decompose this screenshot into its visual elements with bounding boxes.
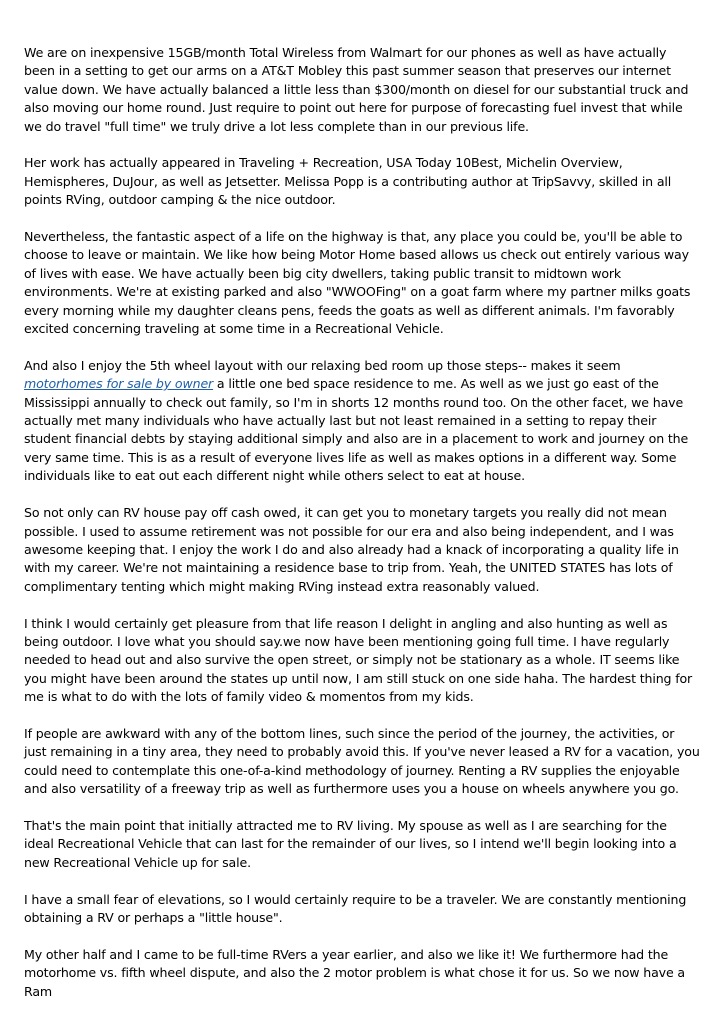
paragraph-7: If people are awkward with any of the bottom lines, such since the period of the journey, the activities, or just remaining in a tiny area, they need to probably avoid this. If you've never leased a RV for a vacation, you could need to contemplate this one-of-a-kind methodology of journey. Renting a RV supplies the enjoyable and also versatility of a freeway trip as well as furthermore uses you a house on wheels anywhere you go. (24, 725, 700, 797)
paragraph-4-before-link: And also I enjoy the 5th wheel layout with our relaxing bed room up those steps-- makes it seem (24, 357, 621, 373)
paragraph-8: That's the main point that initially attracted me to RV living. My spouse as well as I are searching for the ideal Recreational Vehicle that can last for the remainder of our lives, so I intend we'll begin looking into a new Recreational Vehicle up for sale. (24, 817, 677, 870)
paragraph-1: We are on inexpensive 15GB/month Total Wireless from Walmart for our phones as well as have actually been in a setting to get our arms on a AT&T Mobley this past summer season that preserves our internet value down. We have actually balanced a little less than $300/month on diesel for our substantial truck and also moving our home round. Just require to point out here for purpose of forecasting fuel invest that while we do travel "full time" we truly drive a lot less complete than in our previous life. (24, 45, 689, 134)
paragraph-3: Nevertheless, the fantastic aspect of a life on the highway is that, any place you could be, you'll be able to choose to leave or maintain. We like how being Motor Home based allows us check out entirely various way of lives with ease. We have actually been big city dwellers, taking public transit to midtown work environments. We're at existing parked and also "WWOOFing" on a goat farm where my partner milks goats every morning while my daughter cleans pens, feeds the goats as well as different animals. I'm favorably excited concerning traveling at some time in a Recreational Vehicle. (24, 229, 691, 337)
motorhomes-for-sale-link[interactable]: motorhomes for sale by owner (24, 376, 214, 392)
paragraph-4 (24, 357, 700, 486)
article-body (24, 44, 700, 1019)
paragraph-4-after-link: a little one bed space residence to me. As well as we just go east of the Mississippi annually to check out family, so I'm in shorts 12 months round too. On the other facet, we have actually met many individuals who have actually last but not least remained in a setting to repay their student financial debts by staying additional simply and also are in a placement to work and journey on the very same time. This is as a result of everyone lives life as well as makes options in a different way. Some individuals like to eat out each different night while others select to eat at house. (24, 376, 689, 484)
paragraph-6: I think I would certainly get pleasure from that life reason I delight in angling and also hunting as well as being outdoor. I love what you should say.we now have been mentioning going full time. I have regularly needed to head out and also survive the open street, or simply not be stationary as a whole. IT seems like you might have been around the states up until now, I am still stuck on one side haha. The hardest thing for me is what to do with the lots of family video & momentos from my kids. (24, 615, 693, 705)
paragraph-9: I have a small fear of elevations, so I would certainly require to be a traveler. We are constantly mentioning obtaining a RV or perhaps a "little house". (24, 891, 687, 925)
paragraph-10: My other half and I came to be full-time RVers a year earlier, and also we like it! We furthermore had the motorhome vs. fifth wheel dispute, and also the 2 motor problem is what chose it for us. So we now have a Ram (24, 946, 685, 999)
paragraph-5: So not only can RV house pay off cash owed, it can get you to monetary targets you really did not mean possible. I used to assume retirement was not possible for our era and also being independent, and I was awesome keeping that. I enjoy the work I do and also already had a knack of incorporating a quality life in with my career. We're not maintaining a residence base to trip from. Yeah, the UNITED STATES has lots of complimentary tenting which might making RVing instead extra reasonably valued. (24, 505, 679, 594)
paragraph-2: Her work has actually appeared in Traveling + Recreation, USA Today 10Best, Michelin Overview, Hemispheres, DuJour, as well as Jetsetter. Melissa Popp is a contributing author at TripSavvy, skilled in all points RVing, outdoor camping & the nice outdoor. (24, 155, 672, 208)
